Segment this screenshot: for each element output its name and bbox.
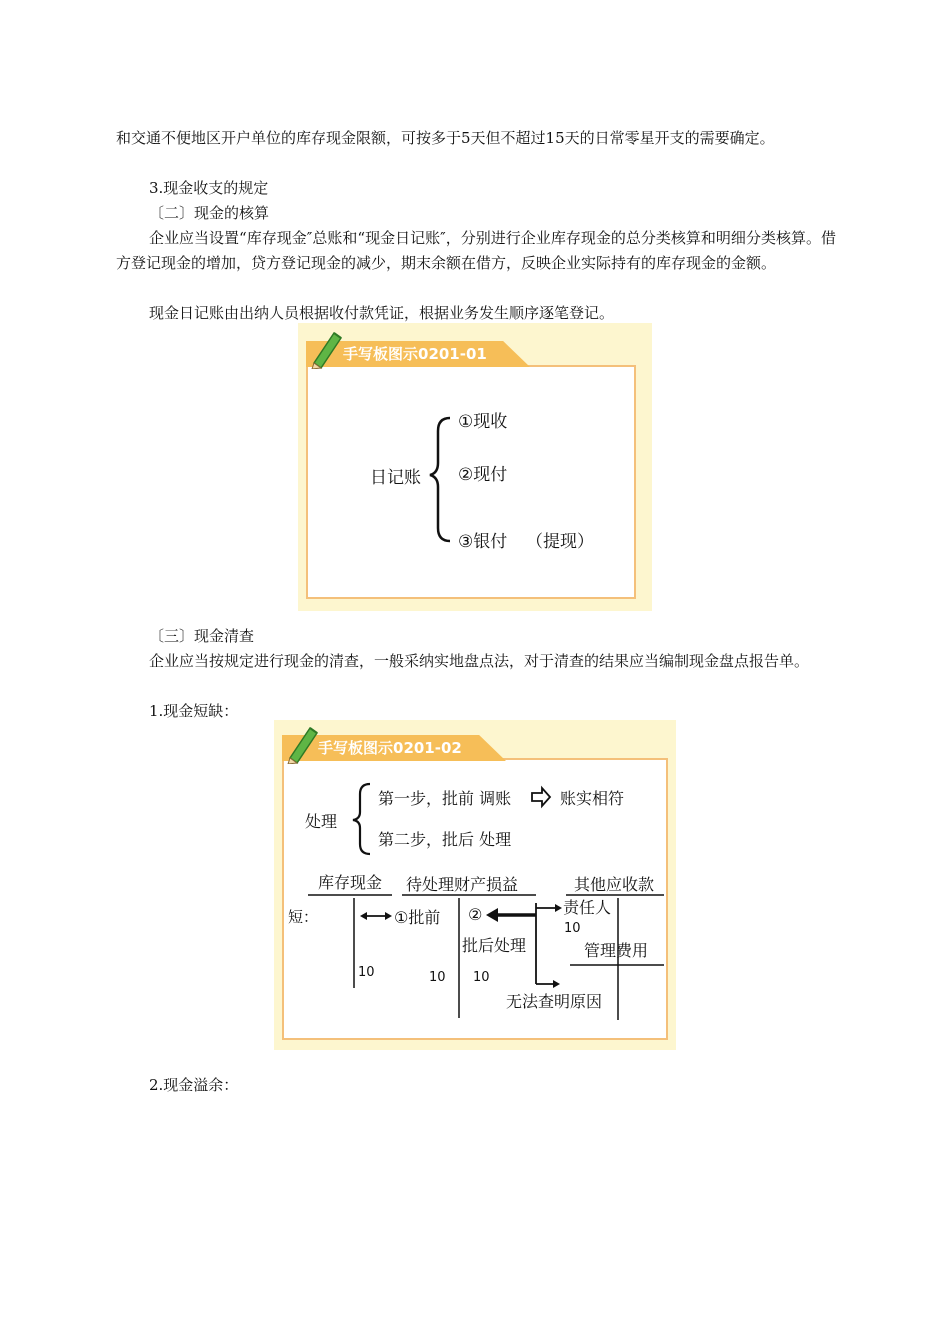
heading-cash-accounting: 〔二〕现金的核算: [149, 204, 270, 222]
paragraph-cash-accounts: 企业应当设置“库存现金″总账和“现金日记账″，分别进行企业库存现金的总分类核算和明细分类核算。借方登记现金的增加，贷方登记现金的减少，期末余额在借方，反映企业实际持有的库存现金的金额。: [116, 229, 836, 272]
board-title: 手写板图示0201-01: [343, 345, 487, 363]
diary-item-cash-payment: ②现付: [458, 465, 508, 485]
paragraph-cash-inventory: 企业应当按规定进行现金的清查，一般采纳实地盘点法，对于清查的结果应当编制现金盘点报告单。: [149, 652, 810, 670]
account-cash-title: 库存现金: [318, 873, 383, 892]
pending-debit-amount: 10: [429, 970, 446, 985]
step-one-result: 账实相符: [560, 789, 625, 808]
cash-credit-amount: 10: [358, 965, 375, 980]
step-two-marker: ②: [468, 905, 483, 924]
step-two-label: 第二步，批后 处理: [378, 830, 512, 849]
heading-cash-rules: 3.现金收支的规定: [149, 179, 269, 197]
diary-item-withdraw-note: （提现）: [526, 532, 594, 552]
heading-cash-surplus: 2.现金溢余：: [149, 1076, 239, 1094]
handwriting-board-figure-1: [298, 323, 652, 611]
responsible-person-label: 责任人: [563, 898, 612, 917]
heading-cash-inventory: 〔三〕现金清查: [149, 627, 255, 645]
pending-credit-amount: 10: [473, 970, 490, 985]
diary-label: 日记账: [370, 468, 421, 488]
handwriting-board-figure-2: [274, 720, 676, 1050]
after-approval-label: 批后处理: [462, 936, 527, 955]
diary-item-bank-payment: ③银付: [458, 532, 508, 552]
paragraph-cash-journal: 现金日记账由出纳人员根据收付款凭证，根据业务发生顺序逐笔登记。: [149, 304, 615, 322]
paragraph-cash-limit: 和交通不便地区开户单位的库存现金限额，可按多于5天但不超过15天的日常零星开支的需要确定。: [116, 129, 775, 147]
step-one-label: 第一步，批前 调账: [378, 789, 512, 808]
board-title: 手写板图示0201-02: [318, 739, 462, 757]
heading-cash-shortage: 1.现金短缺：: [149, 702, 239, 720]
before-approval-label: ①批前: [394, 908, 441, 927]
account-pending-title: 待处理财产损益: [406, 875, 519, 894]
receivable-amount: 10: [564, 921, 581, 936]
diary-item-cash-receipt: ①现收: [458, 412, 508, 432]
process-label: 处理: [305, 812, 338, 831]
shortage-label: 短：: [288, 908, 319, 926]
account-receivable-title: 其他应收款: [574, 875, 655, 894]
unknown-reason-label: 无法查明原因: [506, 992, 603, 1011]
management-expense-label: 管理费用: [584, 941, 649, 960]
